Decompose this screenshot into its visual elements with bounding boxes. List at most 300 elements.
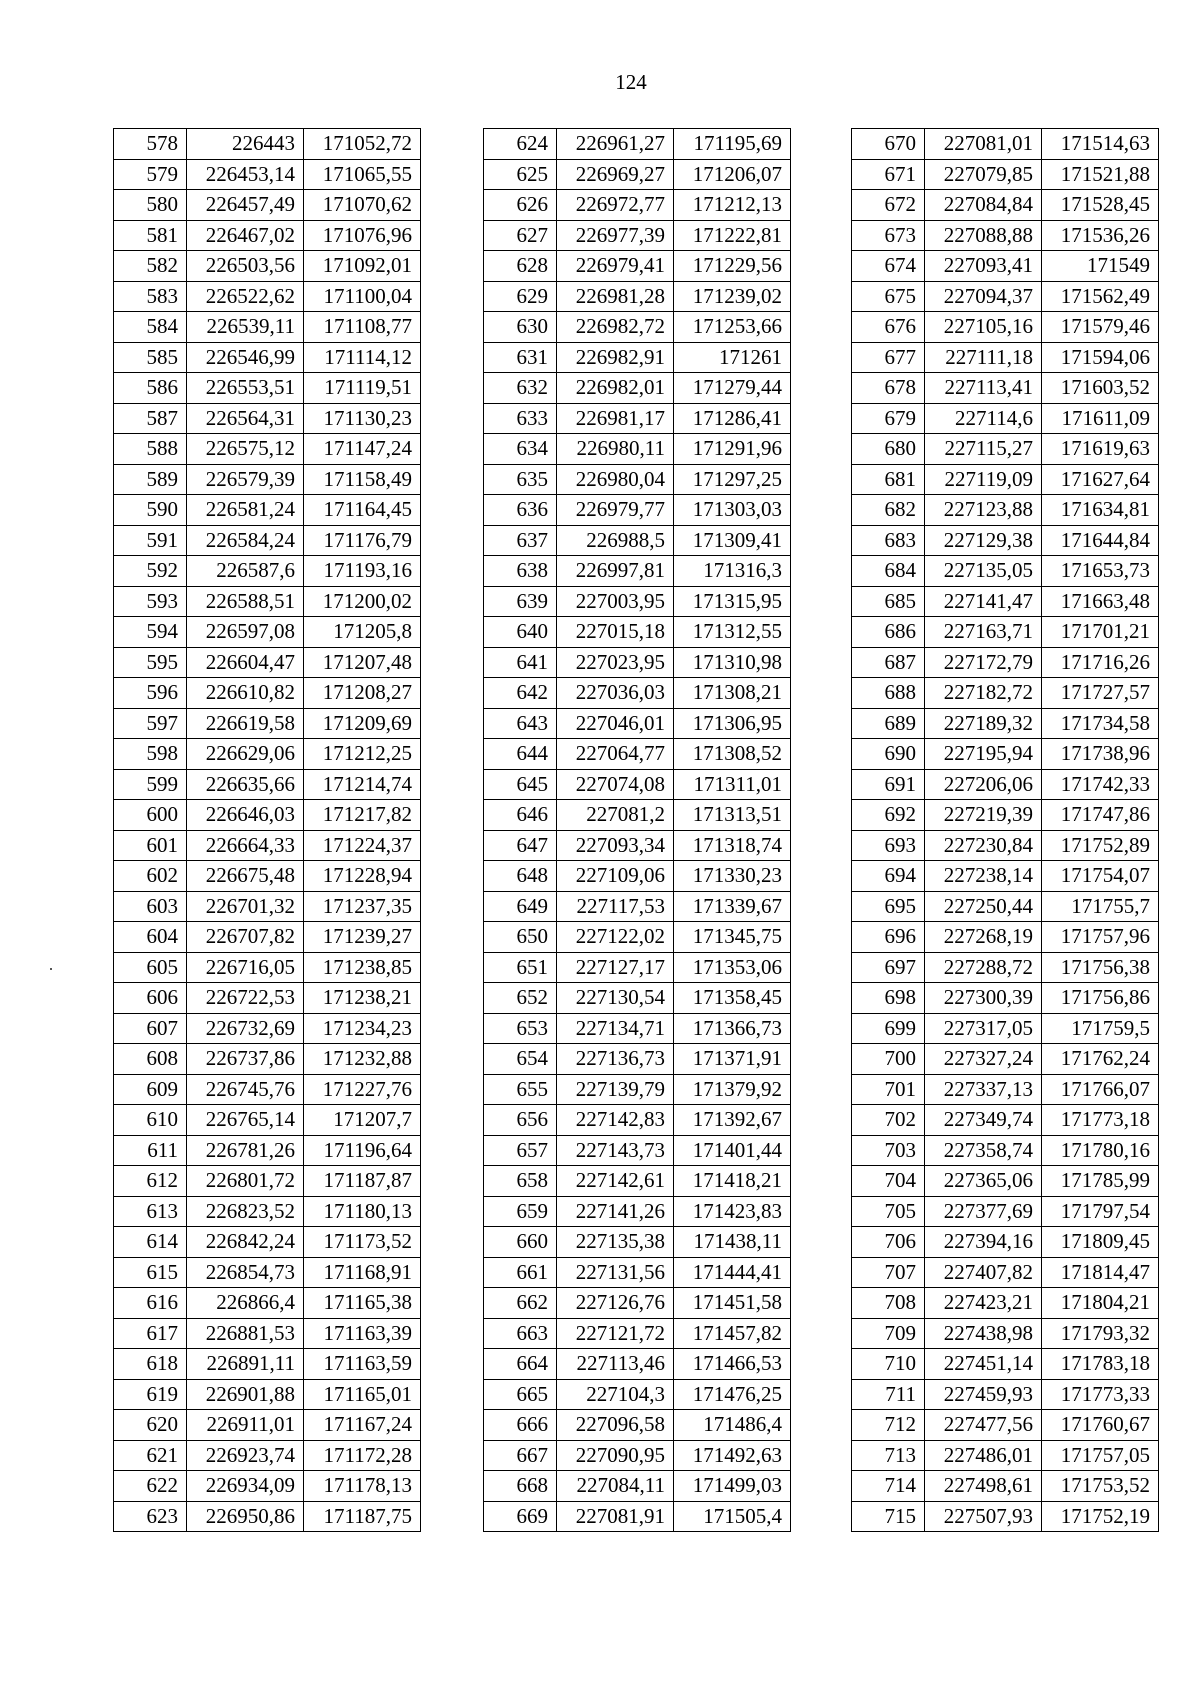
point-number-cell: 681 [852, 464, 925, 495]
y-coordinate-cell: 171239,02 [674, 281, 791, 312]
x-coordinate-cell: 226610,82 [187, 678, 304, 709]
x-coordinate-cell: 226745,76 [187, 1074, 304, 1105]
point-number-cell: 595 [114, 647, 187, 678]
table-row [114, 495, 421, 526]
point-number-cell: 588 [114, 434, 187, 465]
point-number-cell: 699 [852, 1013, 925, 1044]
y-coordinate-cell: 171217,82 [304, 800, 421, 831]
x-coordinate-cell: 227451,14 [925, 1349, 1042, 1380]
y-coordinate-cell: 171100,04 [304, 281, 421, 312]
table-row [484, 403, 791, 434]
y-coordinate-cell: 171238,85 [304, 952, 421, 983]
y-coordinate-cell: 171762,24 [1042, 1044, 1159, 1075]
y-coordinate-cell: 171315,95 [674, 586, 791, 617]
y-coordinate-cell: 171253,66 [674, 312, 791, 343]
y-coordinate-cell: 171418,21 [674, 1166, 791, 1197]
table-row [484, 312, 791, 343]
point-number-cell: 665 [484, 1379, 557, 1410]
y-coordinate-cell: 171187,75 [304, 1501, 421, 1532]
point-number-cell: 707 [852, 1257, 925, 1288]
x-coordinate-cell: 226443 [187, 129, 304, 160]
table-row [852, 1501, 1159, 1532]
x-coordinate-cell: 227084,11 [557, 1471, 674, 1502]
table-row [852, 373, 1159, 404]
point-number-cell: 617 [114, 1318, 187, 1349]
table-row [114, 434, 421, 465]
table-row [484, 678, 791, 709]
table-row [484, 1044, 791, 1075]
point-number-cell: 714 [852, 1471, 925, 1502]
point-number-cell: 696 [852, 922, 925, 953]
y-coordinate-cell: 171528,45 [1042, 190, 1159, 221]
y-coordinate-cell: 171168,91 [304, 1257, 421, 1288]
point-number-cell: 579 [114, 159, 187, 190]
point-number-cell: 605 [114, 952, 187, 983]
x-coordinate-cell: 227300,39 [925, 983, 1042, 1014]
y-coordinate-cell: 171457,82 [674, 1318, 791, 1349]
point-number-cell: 584 [114, 312, 187, 343]
x-coordinate-cell: 226575,12 [187, 434, 304, 465]
point-number-cell: 589 [114, 464, 187, 495]
x-coordinate-cell: 226619,58 [187, 708, 304, 739]
point-number-cell: 650 [484, 922, 557, 953]
point-number-cell: 640 [484, 617, 557, 648]
x-coordinate-cell: 227507,93 [925, 1501, 1042, 1532]
point-number-cell: 625 [484, 159, 557, 190]
table-row [114, 1410, 421, 1441]
point-number-cell: 686 [852, 617, 925, 648]
point-number-cell: 647 [484, 830, 557, 861]
table-row [484, 1471, 791, 1502]
point-number-cell: 666 [484, 1410, 557, 1441]
table-row [484, 495, 791, 526]
y-coordinate-cell: 171716,26 [1042, 647, 1159, 678]
coordinates-table-2 [483, 128, 791, 1532]
table-row [852, 1196, 1159, 1227]
point-number-cell: 651 [484, 952, 557, 983]
x-coordinate-cell: 226629,06 [187, 739, 304, 770]
table-row [852, 1013, 1159, 1044]
x-coordinate-cell: 227127,17 [557, 952, 674, 983]
y-coordinate-cell: 171358,45 [674, 983, 791, 1014]
y-coordinate-cell: 171594,06 [1042, 342, 1159, 373]
x-coordinate-cell: 226564,31 [187, 403, 304, 434]
point-number-cell: 690 [852, 739, 925, 770]
x-coordinate-cell: 227104,3 [557, 1379, 674, 1410]
y-coordinate-cell: 171738,96 [1042, 739, 1159, 770]
point-number-cell: 712 [852, 1410, 925, 1441]
point-number-cell: 669 [484, 1501, 557, 1532]
point-number-cell: 713 [852, 1440, 925, 1471]
y-coordinate-cell: 171261 [674, 342, 791, 373]
y-coordinate-cell: 171212,13 [674, 190, 791, 221]
point-number-cell: 683 [852, 525, 925, 556]
x-coordinate-cell: 227079,85 [925, 159, 1042, 190]
table-row [852, 891, 1159, 922]
point-number-cell: 667 [484, 1440, 557, 1471]
table-row [852, 1257, 1159, 1288]
table-row [852, 586, 1159, 617]
point-number-cell: 630 [484, 312, 557, 343]
point-number-cell: 661 [484, 1257, 557, 1288]
y-coordinate-cell: 171773,18 [1042, 1105, 1159, 1136]
x-coordinate-cell: 227036,03 [557, 678, 674, 709]
table-row [114, 617, 421, 648]
x-coordinate-cell: 227003,95 [557, 586, 674, 617]
x-coordinate-cell: 227423,21 [925, 1288, 1042, 1319]
table-row [852, 708, 1159, 739]
table-row [484, 220, 791, 251]
x-coordinate-cell: 226732,69 [187, 1013, 304, 1044]
table-row [852, 1044, 1159, 1075]
x-coordinate-cell: 227134,71 [557, 1013, 674, 1044]
y-coordinate-cell: 171514,63 [1042, 129, 1159, 160]
x-coordinate-cell: 227219,39 [925, 800, 1042, 831]
y-coordinate-cell: 171313,51 [674, 800, 791, 831]
x-coordinate-cell: 227337,13 [925, 1074, 1042, 1105]
table-row [114, 556, 421, 587]
table-row [484, 739, 791, 770]
point-number-cell: 682 [852, 495, 925, 526]
x-coordinate-cell: 227459,93 [925, 1379, 1042, 1410]
x-coordinate-cell: 227113,41 [925, 373, 1042, 404]
table-row [484, 190, 791, 221]
y-coordinate-cell: 171239,27 [304, 922, 421, 953]
y-coordinate-cell: 171451,58 [674, 1288, 791, 1319]
table-row [114, 952, 421, 983]
point-number-cell: 606 [114, 983, 187, 1014]
y-coordinate-cell: 171232,88 [304, 1044, 421, 1075]
table-row [114, 373, 421, 404]
point-number-cell: 653 [484, 1013, 557, 1044]
point-number-cell: 603 [114, 891, 187, 922]
y-coordinate-cell: 171814,47 [1042, 1257, 1159, 1288]
table-row [114, 861, 421, 892]
y-coordinate-cell: 171158,49 [304, 464, 421, 495]
y-coordinate-cell: 171163,59 [304, 1349, 421, 1380]
x-coordinate-cell: 226979,77 [557, 495, 674, 526]
table-row [114, 220, 421, 251]
point-number-cell: 586 [114, 373, 187, 404]
table-row [114, 1501, 421, 1532]
table-row [484, 1227, 791, 1258]
y-coordinate-cell: 171701,21 [1042, 617, 1159, 648]
y-coordinate-cell: 171780,16 [1042, 1135, 1159, 1166]
point-number-cell: 633 [484, 403, 557, 434]
x-coordinate-cell: 227135,38 [557, 1227, 674, 1258]
table-row [484, 800, 791, 831]
point-number-cell: 673 [852, 220, 925, 251]
point-number-cell: 641 [484, 647, 557, 678]
y-coordinate-cell: 171187,87 [304, 1166, 421, 1197]
point-number-cell: 614 [114, 1227, 187, 1258]
y-coordinate-cell: 171306,95 [674, 708, 791, 739]
table-row [484, 647, 791, 678]
x-coordinate-cell: 227327,24 [925, 1044, 1042, 1075]
point-number-cell: 618 [114, 1349, 187, 1380]
point-number-cell: 592 [114, 556, 187, 587]
point-number-cell: 581 [114, 220, 187, 251]
point-number-cell: 604 [114, 922, 187, 953]
point-number-cell: 659 [484, 1196, 557, 1227]
table-row [114, 1196, 421, 1227]
point-number-cell: 692 [852, 800, 925, 831]
point-number-cell: 642 [484, 678, 557, 709]
x-coordinate-cell: 226467,02 [187, 220, 304, 251]
table-row [114, 1471, 421, 1502]
point-number-cell: 585 [114, 342, 187, 373]
table-row [852, 617, 1159, 648]
table-row [114, 525, 421, 556]
y-coordinate-cell: 171076,96 [304, 220, 421, 251]
y-coordinate-cell: 171603,52 [1042, 373, 1159, 404]
table-row [114, 1135, 421, 1166]
point-number-cell: 609 [114, 1074, 187, 1105]
table-row [852, 739, 1159, 770]
y-coordinate-cell: 171549 [1042, 251, 1159, 282]
y-coordinate-cell: 171757,96 [1042, 922, 1159, 953]
y-coordinate-cell: 171238,21 [304, 983, 421, 1014]
x-coordinate-cell: 226854,73 [187, 1257, 304, 1288]
y-coordinate-cell: 171193,16 [304, 556, 421, 587]
x-coordinate-cell: 226842,24 [187, 1227, 304, 1258]
point-number-cell: 715 [852, 1501, 925, 1532]
x-coordinate-cell: 227358,74 [925, 1135, 1042, 1166]
y-coordinate-cell: 171195,69 [674, 129, 791, 160]
y-coordinate-cell: 171237,35 [304, 891, 421, 922]
point-number-cell: 709 [852, 1318, 925, 1349]
point-number-cell: 684 [852, 556, 925, 587]
x-coordinate-cell: 227129,38 [925, 525, 1042, 556]
y-coordinate-cell: 171505,4 [674, 1501, 791, 1532]
point-number-cell: 644 [484, 739, 557, 770]
point-number-cell: 674 [852, 251, 925, 282]
table-row [852, 190, 1159, 221]
table-row [852, 220, 1159, 251]
y-coordinate-cell: 171627,64 [1042, 464, 1159, 495]
table-row [852, 403, 1159, 434]
table-row [114, 403, 421, 434]
x-coordinate-cell: 226457,49 [187, 190, 304, 221]
y-coordinate-cell: 171619,63 [1042, 434, 1159, 465]
x-coordinate-cell: 226982,91 [557, 342, 674, 373]
table-row [114, 1440, 421, 1471]
y-coordinate-cell: 171804,21 [1042, 1288, 1159, 1319]
x-coordinate-cell: 227096,58 [557, 1410, 674, 1441]
y-coordinate-cell: 171611,09 [1042, 403, 1159, 434]
x-coordinate-cell: 226981,17 [557, 403, 674, 434]
point-number-cell: 611 [114, 1135, 187, 1166]
point-number-cell: 613 [114, 1196, 187, 1227]
x-coordinate-cell: 227123,88 [925, 495, 1042, 526]
x-coordinate-cell: 226866,4 [187, 1288, 304, 1319]
table-row [484, 769, 791, 800]
x-coordinate-cell: 227136,73 [557, 1044, 674, 1075]
y-coordinate-cell: 171310,98 [674, 647, 791, 678]
x-coordinate-cell: 226980,11 [557, 434, 674, 465]
y-coordinate-cell: 171229,56 [674, 251, 791, 282]
y-coordinate-cell: 171297,25 [674, 464, 791, 495]
table-row [114, 1288, 421, 1319]
y-coordinate-cell: 171755,7 [1042, 891, 1159, 922]
x-coordinate-cell: 226765,14 [187, 1105, 304, 1136]
point-number-cell: 607 [114, 1013, 187, 1044]
y-coordinate-cell: 171207,48 [304, 647, 421, 678]
x-coordinate-cell: 226588,51 [187, 586, 304, 617]
y-coordinate-cell: 171222,81 [674, 220, 791, 251]
table-row [484, 464, 791, 495]
table-row [484, 1410, 791, 1441]
x-coordinate-cell: 226546,99 [187, 342, 304, 373]
x-coordinate-cell: 226901,88 [187, 1379, 304, 1410]
y-coordinate-cell: 171205,8 [304, 617, 421, 648]
table-row [852, 1074, 1159, 1105]
x-coordinate-cell: 227230,84 [925, 830, 1042, 861]
x-coordinate-cell: 226961,27 [557, 129, 674, 160]
point-number-cell: 691 [852, 769, 925, 800]
point-number-cell: 599 [114, 769, 187, 800]
point-number-cell: 629 [484, 281, 557, 312]
y-coordinate-cell: 171196,64 [304, 1135, 421, 1166]
table-row [114, 312, 421, 343]
table-row [852, 830, 1159, 861]
table-row [114, 190, 421, 221]
point-number-cell: 628 [484, 251, 557, 282]
point-number-cell: 670 [852, 129, 925, 160]
y-coordinate-cell: 171214,74 [304, 769, 421, 800]
table-row [114, 281, 421, 312]
point-number-cell: 668 [484, 1471, 557, 1502]
y-coordinate-cell: 171108,77 [304, 312, 421, 343]
x-coordinate-cell: 226716,05 [187, 952, 304, 983]
y-coordinate-cell: 171797,54 [1042, 1196, 1159, 1227]
point-number-cell: 634 [484, 434, 557, 465]
point-number-cell: 671 [852, 159, 925, 190]
y-coordinate-cell: 171653,73 [1042, 556, 1159, 587]
table-row [484, 1440, 791, 1471]
table-row [852, 647, 1159, 678]
x-coordinate-cell: 226934,09 [187, 1471, 304, 1502]
x-coordinate-cell: 227131,56 [557, 1257, 674, 1288]
x-coordinate-cell: 227090,95 [557, 1440, 674, 1471]
x-coordinate-cell: 227139,79 [557, 1074, 674, 1105]
point-number-cell: 596 [114, 678, 187, 709]
x-coordinate-cell: 226950,86 [187, 1501, 304, 1532]
point-number-cell: 658 [484, 1166, 557, 1197]
x-coordinate-cell: 227142,61 [557, 1166, 674, 1197]
x-coordinate-cell: 226923,74 [187, 1440, 304, 1471]
point-number-cell: 593 [114, 586, 187, 617]
x-coordinate-cell: 226522,62 [187, 281, 304, 312]
y-coordinate-cell: 171286,41 [674, 403, 791, 434]
x-coordinate-cell: 226503,56 [187, 251, 304, 282]
point-number-cell: 635 [484, 464, 557, 495]
point-number-cell: 622 [114, 1471, 187, 1502]
table-row [114, 891, 421, 922]
coordinates-table-1 [113, 128, 421, 1532]
coordinates-table-3 [851, 128, 1159, 1532]
table-row [852, 1349, 1159, 1380]
table-row [852, 342, 1159, 373]
x-coordinate-cell: 227130,54 [557, 983, 674, 1014]
point-number-cell: 631 [484, 342, 557, 373]
table-row [114, 830, 421, 861]
y-coordinate-cell: 171634,81 [1042, 495, 1159, 526]
table-row [852, 1227, 1159, 1258]
x-coordinate-cell: 227438,98 [925, 1318, 1042, 1349]
x-coordinate-cell: 226737,86 [187, 1044, 304, 1075]
point-number-cell: 602 [114, 861, 187, 892]
point-number-cell: 708 [852, 1288, 925, 1319]
point-number-cell: 662 [484, 1288, 557, 1319]
point-number-cell: 704 [852, 1166, 925, 1197]
x-coordinate-cell: 226988,5 [557, 525, 674, 556]
x-coordinate-cell: 227317,05 [925, 1013, 1042, 1044]
point-number-cell: 649 [484, 891, 557, 922]
table-row [852, 800, 1159, 831]
table-row [852, 983, 1159, 1014]
x-coordinate-cell: 227141,47 [925, 586, 1042, 617]
table-row [484, 1318, 791, 1349]
y-coordinate-cell: 171793,32 [1042, 1318, 1159, 1349]
y-coordinate-cell: 171339,67 [674, 891, 791, 922]
y-coordinate-cell: 171785,99 [1042, 1166, 1159, 1197]
point-number-cell: 637 [484, 525, 557, 556]
point-number-cell: 676 [852, 312, 925, 343]
x-coordinate-cell: 227111,18 [925, 342, 1042, 373]
table-row [484, 1135, 791, 1166]
point-number-cell: 710 [852, 1349, 925, 1380]
x-coordinate-cell: 227084,84 [925, 190, 1042, 221]
y-coordinate-cell: 171070,62 [304, 190, 421, 221]
x-coordinate-cell: 227081,2 [557, 800, 674, 831]
point-number-cell: 615 [114, 1257, 187, 1288]
x-coordinate-cell: 226997,81 [557, 556, 674, 587]
y-coordinate-cell: 171318,74 [674, 830, 791, 861]
x-coordinate-cell: 227142,83 [557, 1105, 674, 1136]
x-coordinate-cell: 227119,09 [925, 464, 1042, 495]
y-coordinate-cell: 171178,13 [304, 1471, 421, 1502]
y-coordinate-cell: 171130,23 [304, 403, 421, 434]
point-number-cell: 705 [852, 1196, 925, 1227]
point-number-cell: 636 [484, 495, 557, 526]
y-coordinate-cell: 171783,18 [1042, 1349, 1159, 1380]
table-row [852, 952, 1159, 983]
table-row [852, 769, 1159, 800]
point-number-cell: 632 [484, 373, 557, 404]
table-row [852, 525, 1159, 556]
y-coordinate-cell: 171754,07 [1042, 861, 1159, 892]
table-row [484, 1379, 791, 1410]
x-coordinate-cell: 226597,08 [187, 617, 304, 648]
x-coordinate-cell: 227113,46 [557, 1349, 674, 1380]
table-row [852, 312, 1159, 343]
y-coordinate-cell: 171401,44 [674, 1135, 791, 1166]
scan-speck [50, 968, 52, 970]
table-row [852, 1318, 1159, 1349]
y-coordinate-cell: 171308,21 [674, 678, 791, 709]
x-coordinate-cell: 226701,32 [187, 891, 304, 922]
x-coordinate-cell: 226664,33 [187, 830, 304, 861]
x-coordinate-cell: 227093,41 [925, 251, 1042, 282]
y-coordinate-cell: 171311,01 [674, 769, 791, 800]
x-coordinate-cell: 226539,11 [187, 312, 304, 343]
y-coordinate-cell: 171371,91 [674, 1044, 791, 1075]
point-number-cell: 680 [852, 434, 925, 465]
table-row [484, 159, 791, 190]
x-coordinate-cell: 227394,16 [925, 1227, 1042, 1258]
x-coordinate-cell: 227088,88 [925, 220, 1042, 251]
